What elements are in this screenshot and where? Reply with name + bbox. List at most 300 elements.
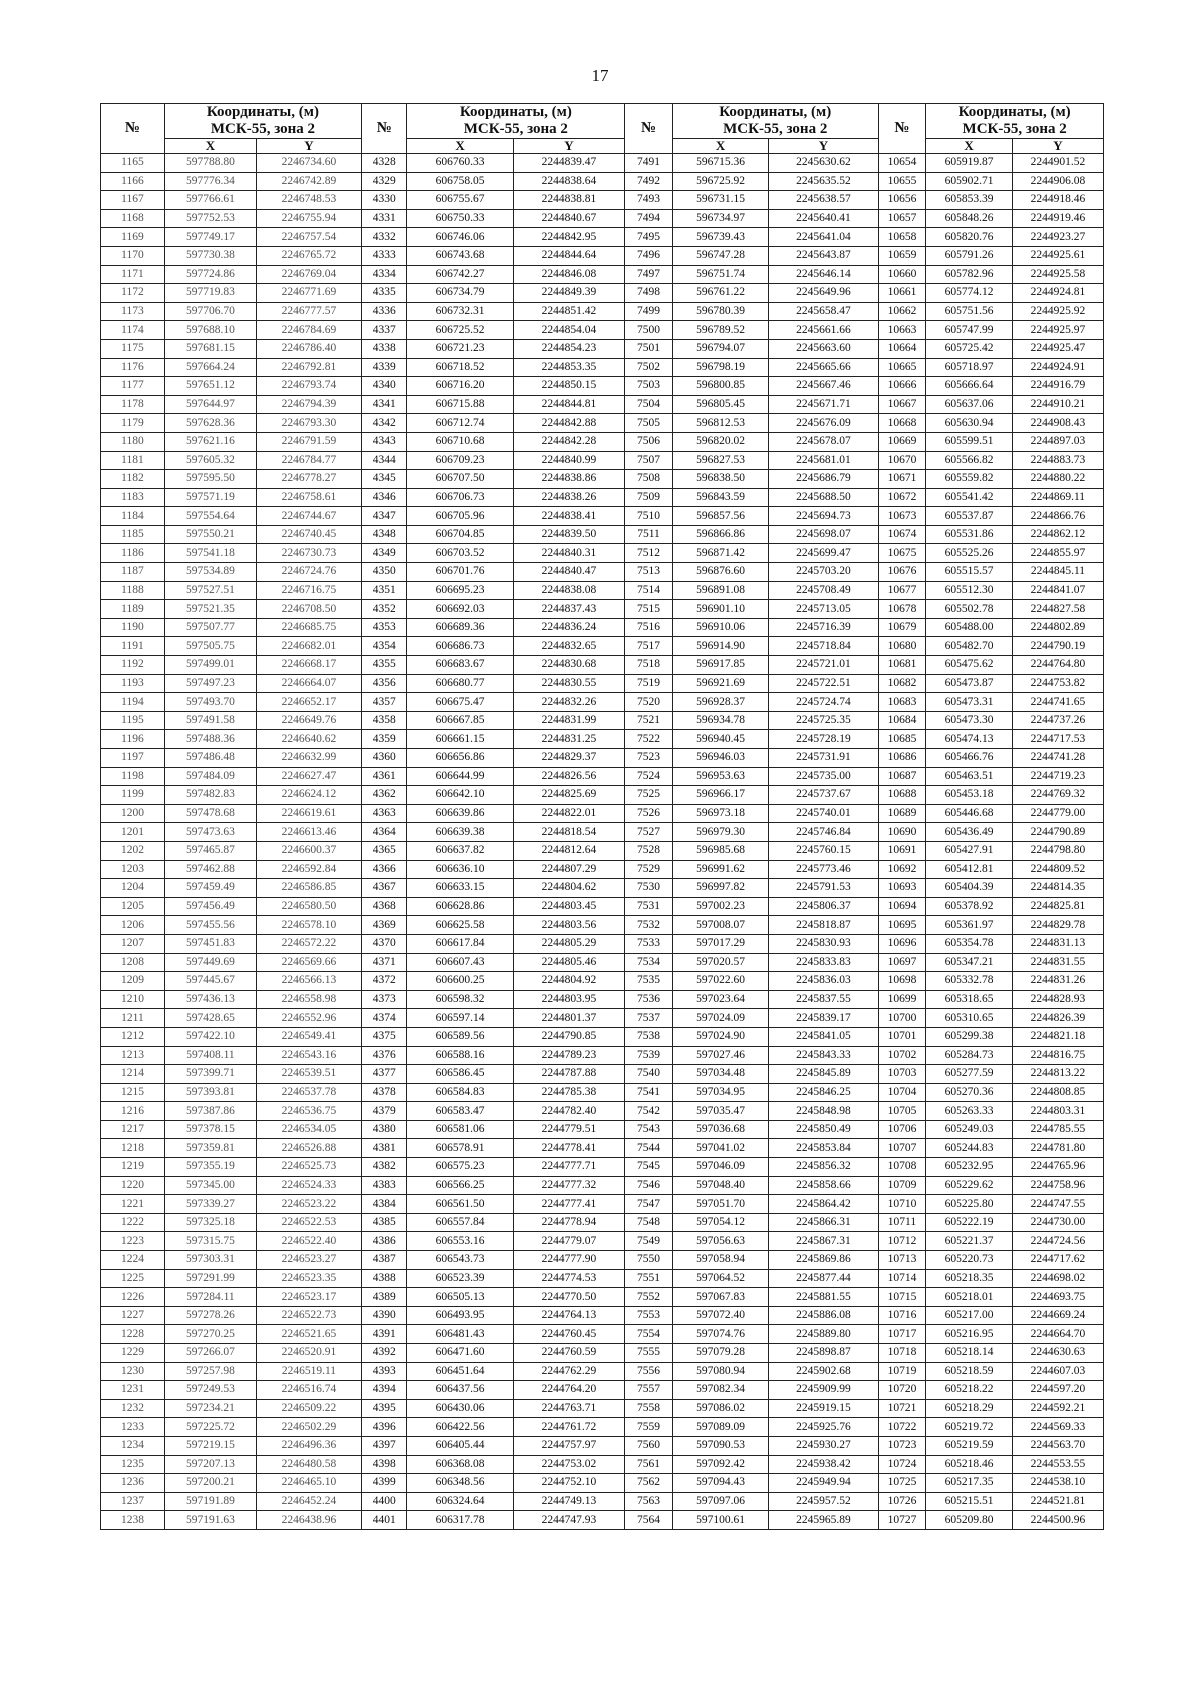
y-coordinate: 2244825.81 (1012, 897, 1103, 916)
point-number: 1224 (101, 1251, 165, 1270)
point-number: 7524 (625, 767, 673, 786)
y-coordinate: 2246523.27 (256, 1251, 361, 1270)
point-number: 7538 (625, 1027, 673, 1046)
point-number: 4387 (362, 1251, 407, 1270)
x-coordinate: 597749.17 (164, 228, 256, 247)
point-number: 10664 (878, 339, 926, 358)
y-coordinate: 2244925.61 (1012, 246, 1103, 265)
point-number: 1176 (101, 358, 165, 377)
x-coordinate: 597036.68 (672, 1120, 768, 1139)
x-coordinate: 605225.80 (926, 1195, 1013, 1214)
x-coordinate: 597688.10 (164, 321, 256, 340)
point-number: 1232 (101, 1399, 165, 1418)
y-coordinate: 2244839.50 (513, 525, 625, 544)
y-coordinate: 2246525.73 (256, 1158, 361, 1177)
y-coordinate: 2246592.84 (256, 860, 361, 879)
point-number: 4379 (362, 1102, 407, 1121)
point-number: 4393 (362, 1362, 407, 1381)
table-row (101, 841, 1104, 860)
x-coordinate: 597051.70 (672, 1195, 768, 1214)
y-coordinate: 2244760.45 (513, 1325, 625, 1344)
x-coordinate: 605446.68 (926, 804, 1013, 823)
point-number: 4362 (362, 786, 407, 805)
point-number: 4360 (362, 749, 407, 768)
point-number: 1188 (101, 581, 165, 600)
y-coordinate: 2245658.47 (769, 302, 878, 321)
y-coordinate: 2244778.41 (513, 1139, 625, 1158)
y-coordinate: 2244845.11 (1012, 563, 1103, 582)
point-number: 10724 (878, 1455, 926, 1474)
point-number: 10669 (878, 432, 926, 451)
x-coordinate: 606712.74 (407, 414, 513, 433)
x-coordinate: 597207.13 (164, 1455, 256, 1474)
point-number: 4338 (362, 339, 407, 358)
x-coordinate: 606639.38 (407, 823, 513, 842)
y-coordinate: 2244925.97 (1012, 321, 1103, 340)
x-coordinate: 597776.34 (164, 172, 256, 191)
x-coordinate: 596928.37 (672, 693, 768, 712)
y-coordinate: 2244804.92 (513, 972, 625, 991)
x-coordinate: 597681.15 (164, 339, 256, 358)
point-number: 10661 (878, 284, 926, 303)
table-row (101, 767, 1104, 786)
point-number: 7494 (625, 209, 673, 228)
x-coordinate: 605782.96 (926, 265, 1013, 284)
x-coordinate: 597571.19 (164, 488, 256, 507)
y-coordinate: 2244760.59 (513, 1344, 625, 1363)
point-number: 10714 (878, 1269, 926, 1288)
x-coordinate: 606705.96 (407, 507, 513, 526)
point-number: 7500 (625, 321, 673, 340)
table-row (101, 377, 1104, 396)
x-coordinate: 597459.49 (164, 879, 256, 898)
coord-group-header: Координаты, (м) МСК-55, зона 2 (407, 104, 625, 139)
y-coordinate: 2244866.76 (1012, 507, 1103, 526)
x-coordinate: 597473.63 (164, 823, 256, 842)
point-number: 4388 (362, 1269, 407, 1288)
point-number: 7503 (625, 377, 673, 396)
x-coordinate: 596820.02 (672, 432, 768, 451)
table-row (101, 1288, 1104, 1307)
x-coordinate: 597436.13 (164, 990, 256, 1009)
y-coordinate: 2244830.68 (513, 656, 625, 675)
point-number: 1165 (101, 154, 165, 173)
table-row (101, 265, 1104, 284)
x-header: X (672, 139, 768, 154)
y-coordinate: 2246600.37 (256, 841, 361, 860)
y-coordinate: 2244787.88 (513, 1065, 625, 1084)
y-coordinate: 2245703.20 (769, 563, 878, 582)
point-number: 4347 (362, 507, 407, 526)
x-coordinate: 605453.18 (926, 786, 1013, 805)
x-coordinate: 597054.12 (672, 1213, 768, 1232)
y-coordinate: 2244850.15 (513, 377, 625, 396)
point-number: 4368 (362, 897, 407, 916)
x-coordinate: 605747.99 (926, 321, 1013, 340)
x-coordinate: 597462.88 (164, 860, 256, 879)
point-number: 7516 (625, 618, 673, 637)
point-number: 4373 (362, 990, 407, 1009)
x-coordinate: 606625.58 (407, 916, 513, 935)
x-coordinate: 605218.59 (926, 1362, 1013, 1381)
y-coordinate: 2246652.17 (256, 693, 361, 712)
table-row (101, 302, 1104, 321)
y-coordinate: 2244803.95 (513, 990, 625, 1009)
y-coordinate: 2244838.81 (513, 191, 625, 210)
y-coordinate: 2245760.15 (769, 841, 878, 860)
point-number: 4378 (362, 1083, 407, 1102)
y-coordinate: 2246742.89 (256, 172, 361, 191)
point-number: 1223 (101, 1232, 165, 1251)
x-coordinate: 597387.86 (164, 1102, 256, 1121)
point-number: 1218 (101, 1139, 165, 1158)
y-coordinate: 2246552.96 (256, 1009, 361, 1028)
x-coordinate: 596838.50 (672, 470, 768, 489)
x-coordinate: 597064.52 (672, 1269, 768, 1288)
point-number: 7507 (625, 451, 673, 470)
x-coordinate: 597092.42 (672, 1455, 768, 1474)
point-number: 1237 (101, 1492, 165, 1511)
table-row (101, 1474, 1104, 1493)
point-number: 10705 (878, 1102, 926, 1121)
point-number: 4371 (362, 953, 407, 972)
point-number: 10694 (878, 897, 926, 916)
y-coordinate: 2244908.43 (1012, 414, 1103, 433)
y-coordinate: 2244831.13 (1012, 934, 1103, 953)
x-coordinate: 605318.65 (926, 990, 1013, 1009)
x-coordinate: 605791.26 (926, 246, 1013, 265)
y-coordinate: 2244770.50 (513, 1288, 625, 1307)
point-number: 4350 (362, 563, 407, 582)
y-coordinate: 2246627.47 (256, 767, 361, 786)
point-number: 1194 (101, 693, 165, 712)
y-coordinate: 2244762.29 (513, 1362, 625, 1381)
x-coordinate: 605482.70 (926, 637, 1013, 656)
x-coordinate: 606715.88 (407, 395, 513, 414)
point-number: 1177 (101, 377, 165, 396)
y-coordinate: 2244838.26 (513, 488, 625, 507)
y-coordinate: 2244803.45 (513, 897, 625, 916)
x-coordinate: 606422.56 (407, 1418, 513, 1437)
y-coordinate: 2244916.79 (1012, 377, 1103, 396)
x-coordinate: 605718.97 (926, 358, 1013, 377)
x-coordinate: 605215.51 (926, 1492, 1013, 1511)
y-coordinate: 2244830.55 (513, 674, 625, 693)
point-number: 7509 (625, 488, 673, 507)
x-coordinate: 606732.31 (407, 302, 513, 321)
coordinates-table (100, 103, 1104, 1530)
y-coordinate: 2244777.41 (513, 1195, 625, 1214)
point-number: 10692 (878, 860, 926, 879)
y-coordinate: 2245957.52 (769, 1492, 878, 1511)
point-number: 7533 (625, 934, 673, 953)
point-number: 1236 (101, 1474, 165, 1493)
coord-group-header: Координаты, (м) МСК-55, зона 2 (164, 104, 361, 139)
y-coordinate: 2246791.59 (256, 432, 361, 451)
y-coordinate: 2244836.24 (513, 618, 625, 637)
x-coordinate: 606742.27 (407, 265, 513, 284)
point-number: 4400 (362, 1492, 407, 1511)
point-number: 10680 (878, 637, 926, 656)
point-number: 4372 (362, 972, 407, 991)
point-number: 4386 (362, 1232, 407, 1251)
x-coordinate: 597408.11 (164, 1046, 256, 1065)
x-coordinate: 606686.73 (407, 637, 513, 656)
x-coordinate: 597090.53 (672, 1436, 768, 1455)
point-number: 7519 (625, 674, 673, 693)
y-coordinate: 2244925.58 (1012, 265, 1103, 284)
y-coordinate: 2245858.66 (769, 1176, 878, 1195)
x-coordinate: 606692.03 (407, 600, 513, 619)
y-coordinate: 2244669.24 (1012, 1306, 1103, 1325)
y-coordinate: 2246685.75 (256, 618, 361, 637)
x-coordinate: 597499.01 (164, 656, 256, 675)
point-number: 10698 (878, 972, 926, 991)
y-coordinate: 2244814.35 (1012, 879, 1103, 898)
y-coordinate: 2244880.22 (1012, 470, 1103, 489)
table-row (101, 544, 1104, 563)
y-coordinate: 2245663.60 (769, 339, 878, 358)
x-coordinate: 605512.30 (926, 581, 1013, 600)
y-coordinate: 2246748.53 (256, 191, 361, 210)
point-number: 1206 (101, 916, 165, 935)
x-coordinate: 597478.68 (164, 804, 256, 823)
point-number: 7518 (625, 656, 673, 675)
point-number: 1221 (101, 1195, 165, 1214)
point-number: 7504 (625, 395, 673, 414)
x-coordinate: 596973.18 (672, 804, 768, 823)
x-coordinate: 597315.75 (164, 1232, 256, 1251)
y-coordinate: 2244747.55 (1012, 1195, 1103, 1214)
y-coordinate: 2244777.90 (513, 1251, 625, 1270)
y-coordinate: 2244789.23 (513, 1046, 625, 1065)
y-coordinate: 2244569.33 (1012, 1418, 1103, 1437)
point-number: 10712 (878, 1232, 926, 1251)
point-number: 4333 (362, 246, 407, 265)
point-number: 4330 (362, 191, 407, 210)
x-coordinate: 606543.73 (407, 1251, 513, 1270)
point-number: 4397 (362, 1436, 407, 1455)
point-number: 1175 (101, 339, 165, 358)
y-coordinate: 2244737.26 (1012, 711, 1103, 730)
y-coordinate: 2245850.49 (769, 1120, 878, 1139)
y-coordinate: 2245698.07 (769, 525, 878, 544)
x-coordinate: 597393.81 (164, 1083, 256, 1102)
x-coordinate: 596934.78 (672, 711, 768, 730)
x-coordinate: 597074.76 (672, 1325, 768, 1344)
table-row (101, 1046, 1104, 1065)
table-row (101, 1492, 1104, 1511)
y-header: Y (513, 139, 625, 154)
y-coordinate: 2245919.15 (769, 1399, 878, 1418)
x-coordinate: 605218.46 (926, 1455, 1013, 1474)
x-coordinate: 596751.74 (672, 265, 768, 284)
point-number: 4361 (362, 767, 407, 786)
y-coordinate: 2246792.81 (256, 358, 361, 377)
y-coordinate: 2246649.76 (256, 711, 361, 730)
x-coordinate: 597554.64 (164, 507, 256, 526)
point-number: 4385 (362, 1213, 407, 1232)
point-number: 7521 (625, 711, 673, 730)
point-number: 1216 (101, 1102, 165, 1121)
point-number: 1185 (101, 525, 165, 544)
point-number: 4370 (362, 934, 407, 953)
point-number: 10662 (878, 302, 926, 321)
point-number: 7535 (625, 972, 673, 991)
x-coordinate: 605473.30 (926, 711, 1013, 730)
y-coordinate: 2245746.84 (769, 823, 878, 842)
y-coordinate: 2245694.73 (769, 507, 878, 526)
x-coordinate: 596789.52 (672, 321, 768, 340)
point-number: 1204 (101, 879, 165, 898)
point-number: 1182 (101, 470, 165, 489)
y-coordinate: 2244808.85 (1012, 1083, 1103, 1102)
point-number: 1172 (101, 284, 165, 303)
y-coordinate: 2244553.55 (1012, 1455, 1103, 1474)
point-number: 1226 (101, 1288, 165, 1307)
y-coordinate: 2246778.27 (256, 470, 361, 489)
table-row (101, 246, 1104, 265)
point-number: 4366 (362, 860, 407, 879)
num-header: № (878, 104, 926, 154)
y-coordinate: 2246784.77 (256, 451, 361, 470)
y-coordinate: 2244825.69 (513, 786, 625, 805)
x-coordinate: 606557.84 (407, 1213, 513, 1232)
y-coordinate: 2244838.86 (513, 470, 625, 489)
y-coordinate: 2246523.17 (256, 1288, 361, 1307)
x-coordinate: 606583.47 (407, 1102, 513, 1121)
point-number: 10696 (878, 934, 926, 953)
point-number: 10706 (878, 1120, 926, 1139)
y-coordinate: 2246769.04 (256, 265, 361, 284)
point-number: 10679 (878, 618, 926, 637)
point-number: 7546 (625, 1176, 673, 1195)
x-coordinate: 606743.68 (407, 246, 513, 265)
x-coordinate: 597339.27 (164, 1195, 256, 1214)
x-coordinate: 597550.21 (164, 525, 256, 544)
table-row (101, 1455, 1104, 1474)
point-number: 4352 (362, 600, 407, 619)
x-coordinate: 597225.72 (164, 1418, 256, 1437)
x-coordinate: 597651.12 (164, 377, 256, 396)
y-coordinate: 2246496.36 (256, 1436, 361, 1455)
point-number: 7514 (625, 581, 673, 600)
x-coordinate: 605209.80 (926, 1511, 1013, 1530)
point-number: 4383 (362, 1176, 407, 1195)
y-coordinate: 2244717.53 (1012, 730, 1103, 749)
y-coordinate: 2244563.70 (1012, 1436, 1103, 1455)
x-coordinate: 597017.29 (672, 934, 768, 953)
point-number: 1192 (101, 656, 165, 675)
x-coordinate: 596901.10 (672, 600, 768, 619)
table-row (101, 488, 1104, 507)
y-coordinate: 2246523.35 (256, 1269, 361, 1288)
y-coordinate: 2244790.89 (1012, 823, 1103, 842)
x-coordinate: 596991.62 (672, 860, 768, 879)
point-number: 10690 (878, 823, 926, 842)
x-coordinate: 605220.73 (926, 1251, 1013, 1270)
point-number: 7564 (625, 1511, 673, 1530)
x-coordinate: 597527.51 (164, 581, 256, 600)
point-number: 7547 (625, 1195, 673, 1214)
y-coordinate: 2245678.07 (769, 432, 878, 451)
y-coordinate: 2244818.54 (513, 823, 625, 842)
y-coordinate: 2244500.96 (1012, 1511, 1103, 1530)
table-row (101, 395, 1104, 414)
y-coordinate: 2244919.46 (1012, 209, 1103, 228)
y-coordinate: 2245676.09 (769, 414, 878, 433)
y-coordinate: 2246793.74 (256, 377, 361, 396)
y-coordinate: 2246537.78 (256, 1083, 361, 1102)
x-coordinate: 597325.18 (164, 1213, 256, 1232)
point-number: 7563 (625, 1492, 673, 1511)
x-coordinate: 605637.06 (926, 395, 1013, 414)
x-coordinate: 596761.22 (672, 284, 768, 303)
y-coordinate: 2246777.57 (256, 302, 361, 321)
point-number: 1202 (101, 841, 165, 860)
page-number: 17 (591, 66, 609, 85)
x-coordinate: 597067.83 (672, 1288, 768, 1307)
point-number: 1183 (101, 488, 165, 507)
x-coordinate: 596800.85 (672, 377, 768, 396)
x-coordinate: 606689.36 (407, 618, 513, 637)
x-coordinate: 606598.32 (407, 990, 513, 1009)
y-coordinate: 2244813.22 (1012, 1065, 1103, 1084)
y-coordinate: 2246724.76 (256, 563, 361, 582)
table-body (101, 154, 1104, 1530)
num-header: № (101, 104, 165, 154)
x-coordinate: 597278.26 (164, 1306, 256, 1325)
num-header: № (362, 104, 407, 154)
y-coordinate: 2246619.61 (256, 804, 361, 823)
point-number: 4390 (362, 1306, 407, 1325)
point-number: 7523 (625, 749, 673, 768)
y-coordinate: 2244838.64 (513, 172, 625, 191)
x-coordinate: 606710.68 (407, 432, 513, 451)
x-coordinate: 606437.56 (407, 1381, 513, 1400)
x-coordinate: 597027.46 (672, 1046, 768, 1065)
x-coordinate: 597664.24 (164, 358, 256, 377)
x-coordinate: 605666.64 (926, 377, 1013, 396)
x-coordinate: 606505.13 (407, 1288, 513, 1307)
x-coordinate: 606575.23 (407, 1158, 513, 1177)
y-coordinate: 2244838.41 (513, 507, 625, 526)
point-number: 7543 (625, 1120, 673, 1139)
y-coordinate: 2244831.26 (1012, 972, 1103, 991)
x-coordinate: 597766.61 (164, 191, 256, 210)
point-number: 10695 (878, 916, 926, 935)
point-number: 7555 (625, 1344, 673, 1363)
x-coordinate: 597493.70 (164, 693, 256, 712)
x-coordinate: 606750.33 (407, 209, 513, 228)
x-coordinate: 597505.75 (164, 637, 256, 656)
x-coordinate: 605217.35 (926, 1474, 1013, 1493)
y-coordinate: 2245728.19 (769, 730, 878, 749)
table-row (101, 637, 1104, 656)
y-coordinate: 2244758.96 (1012, 1176, 1103, 1195)
y-coordinate: 2246632.99 (256, 749, 361, 768)
point-number: 1173 (101, 302, 165, 321)
point-number: 10676 (878, 563, 926, 582)
x-coordinate: 606617.84 (407, 934, 513, 953)
y-coordinate: 2244769.32 (1012, 786, 1103, 805)
y-coordinate: 2244724.56 (1012, 1232, 1103, 1251)
table-row (101, 990, 1104, 1009)
y-coordinate: 2244802.89 (1012, 618, 1103, 637)
y-coordinate: 2244855.97 (1012, 544, 1103, 563)
x-coordinate: 606758.05 (407, 172, 513, 191)
table-row (101, 1251, 1104, 1270)
